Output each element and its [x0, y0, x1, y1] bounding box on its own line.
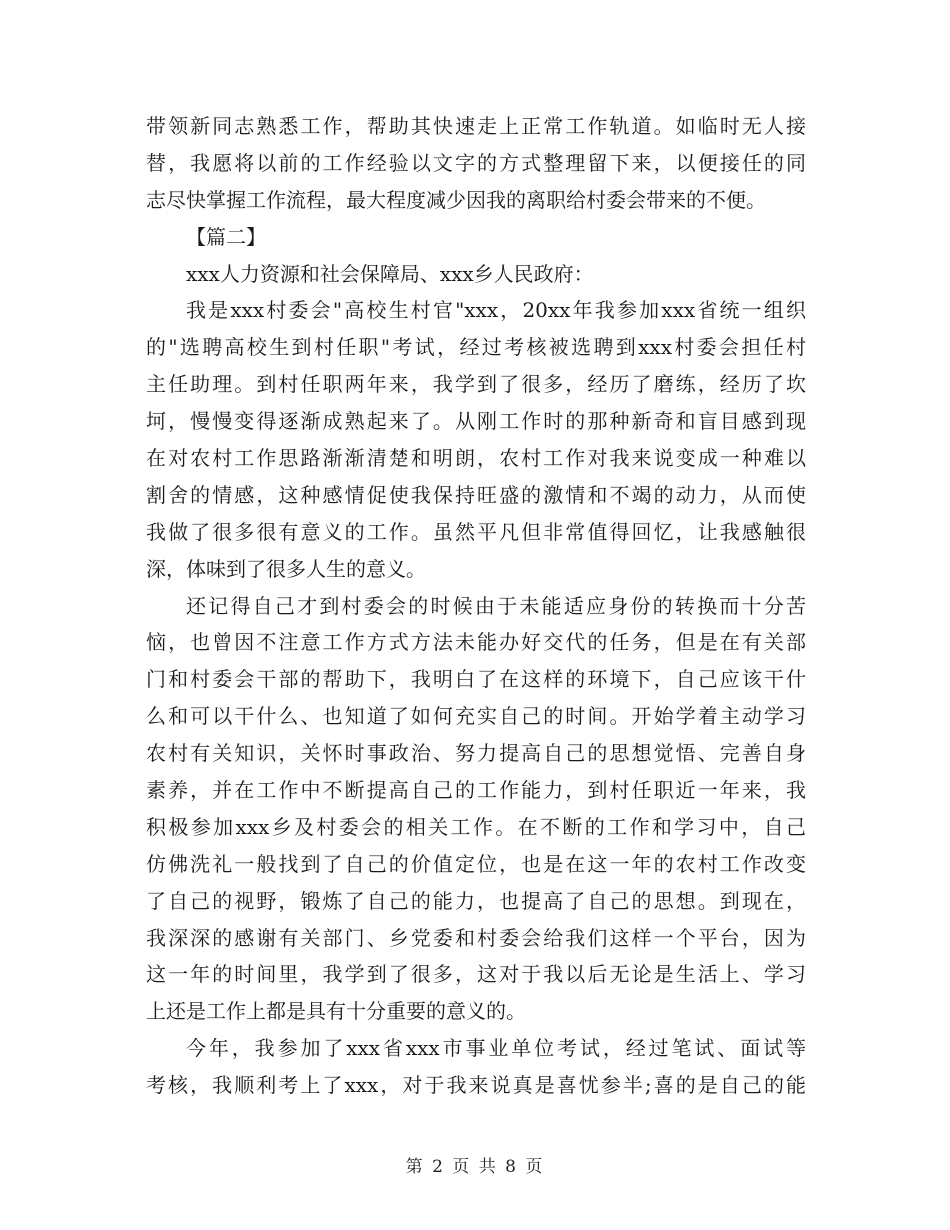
- paragraph-line: xxx人力资源和社会保障局、xxx乡人民政府：: [186, 261, 594, 286]
- paragraph-line: 农村有关知识，关怀时事政治、努力提高自己的思想觉悟、完善自身: [146, 741, 806, 766]
- paragraph-line: 素养，并在工作中不断提高自己的工作能力，到村任职近一年来，我: [146, 778, 806, 803]
- paragraph-line: 割舍的情感，这种感情促使我保持旺盛的激情和不竭的动力，从而使: [146, 482, 806, 507]
- paragraph-line: 在对农村工作思路渐渐清楚和明朗，农村工作对我来说变成一种难以: [146, 446, 806, 471]
- paragraph-line: 了自己的视野，锻炼了自己的能力，也提高了自己的思想。到现在，: [146, 888, 806, 913]
- document-body: [146, 108, 806, 1104]
- paragraph-line: 我做了很多很有意义的工作。虽然平凡但非常值得回忆，让我感触很: [146, 519, 806, 544]
- paragraph-line: 考核，我顺利考上了xxx，对于我来说真是喜忧参半;喜的是自己的能: [146, 1073, 806, 1098]
- paragraph-line: 今年，我参加了xxx省xxx市事业单位考试，经过笔试、面试等: [186, 1036, 806, 1061]
- paragraph-line: 我是xxx村委会"高校生村官"xxx，20xx年我参加xxx省统一组织: [186, 298, 806, 323]
- paragraph-line: 上还是工作上都是具有十分重要的意义的。: [146, 999, 526, 1024]
- paragraph-line: 积极参加xxx乡及村委会的相关工作。在不断的工作和学习中，自己: [146, 814, 806, 839]
- paragraph-line: 【篇二】: [186, 224, 266, 249]
- paragraph-line: 主任助理。到村任职两年来，我学到了很多，经历了磨练，经历了坎: [146, 372, 806, 397]
- page-footer: 第 2 页 共 8 页: [405, 1157, 545, 1177]
- paragraph-line: 恼，也曾因不注意工作方式方法未能办好交代的任务，但是在有关部: [146, 630, 806, 655]
- paragraph-line: 坷，慢慢变得逐渐成熟起来了。从刚工作时的那种新奇和盲目感到现: [146, 409, 806, 434]
- paragraph-line: 我深深的感谢有关部门、乡党委和村委会给我们这样一个平台，因为: [146, 925, 806, 950]
- paragraph-line: 么和可以干什么、也知道了如何充实自己的时间。开始学着主动学习: [146, 704, 806, 729]
- paragraph-line: 门和村委会干部的帮助下，我明白了在这样的环境下，自己应该干什: [146, 667, 806, 692]
- paragraph-line: 深，体味到了很多人生的意义。: [146, 556, 426, 581]
- paragraph-line: 还记得自己才到村委会的时候由于未能适应身份的转换而十分苦: [186, 593, 806, 618]
- paragraph-line: 这一年的时间里，我学到了很多，这对于我以后无论是生活上、学习: [146, 962, 806, 987]
- paragraph-line: 志尽快掌握工作流程，最大程度减少因我的离职给村委会带来的不便。: [146, 187, 766, 212]
- paragraph-line: 仿佛洗礼一般找到了自己的价值定位，也是在这一年的农村工作改变: [146, 851, 806, 876]
- paragraph-line: 带领新同志熟悉工作，帮助其快速走上正常工作轨道。如临时无人接: [146, 114, 806, 138]
- paragraph-line: 的"选聘高校生到村任职"考试，经过考核被选聘到xxx村委会担任村: [146, 335, 806, 360]
- paragraph-line: 替，我愿将以前的工作经验以文字的方式整理留下来，以便接任的同: [146, 150, 806, 175]
